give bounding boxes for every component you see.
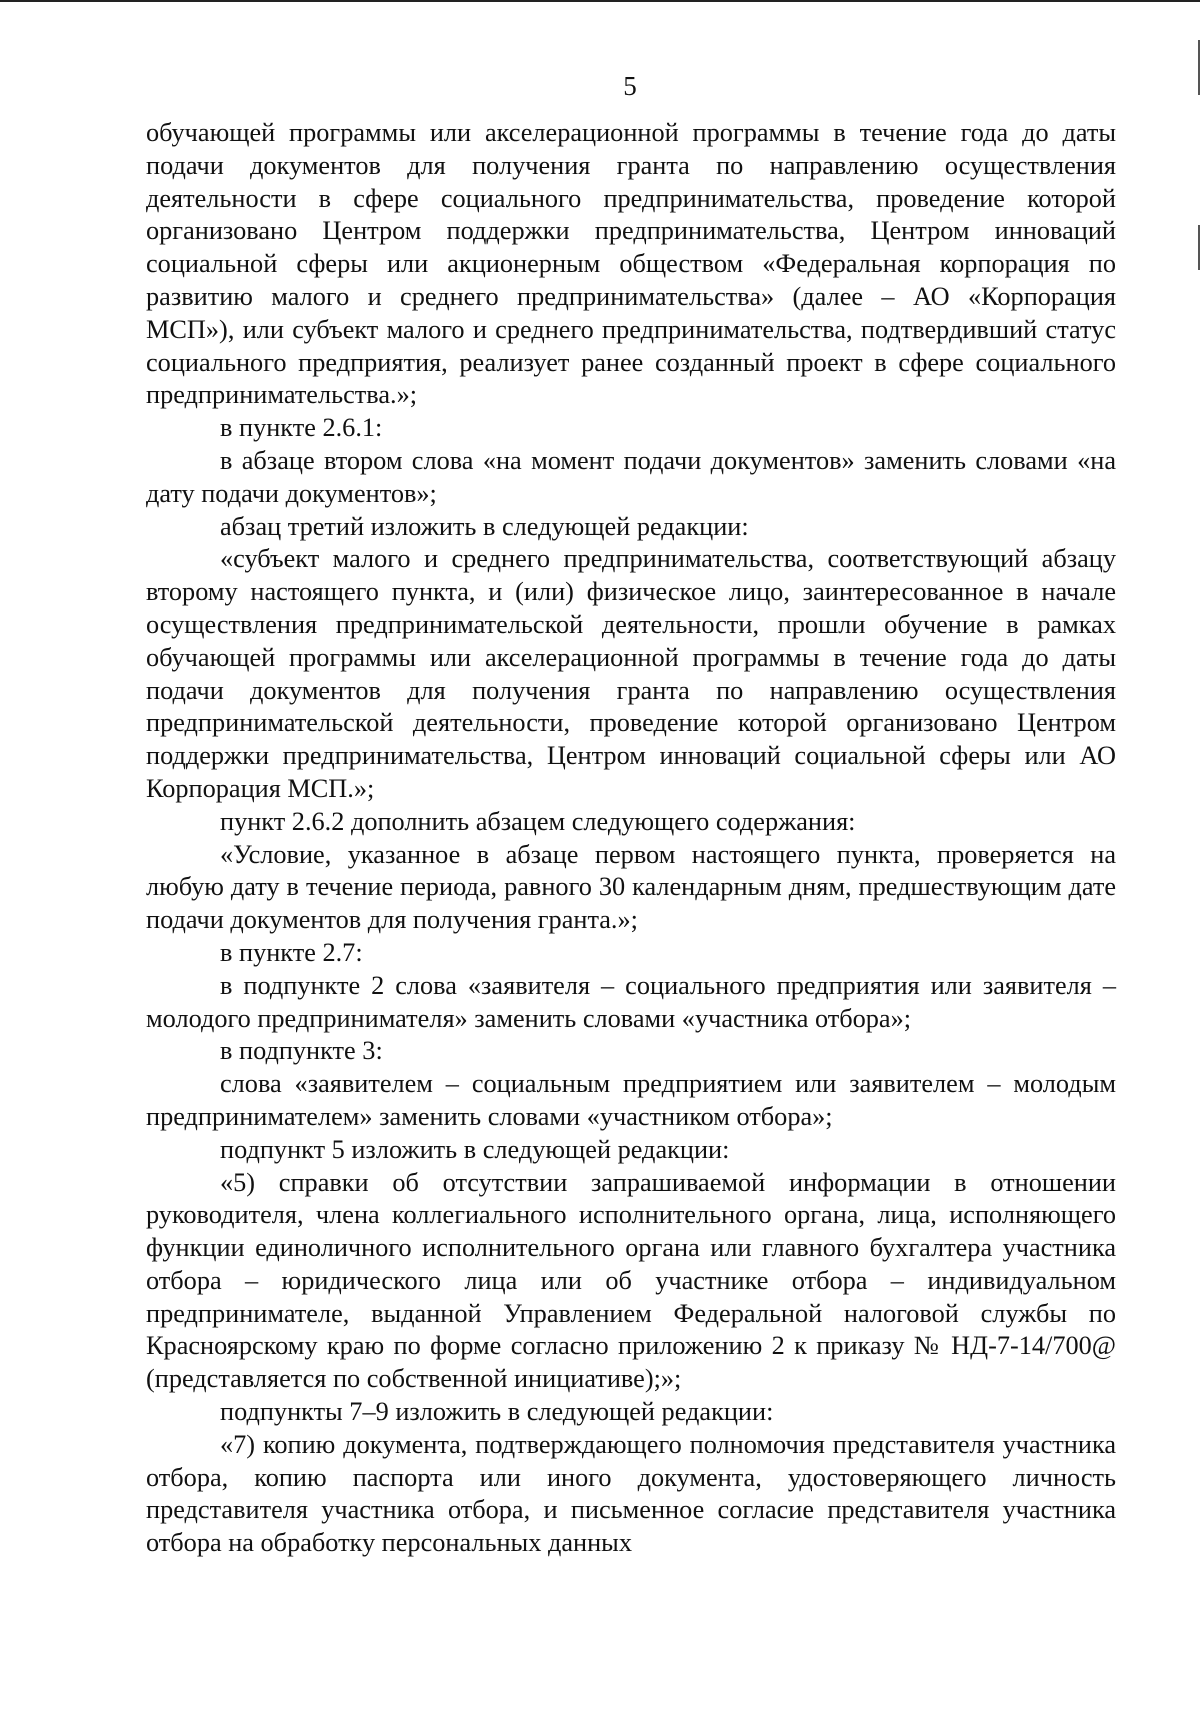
paragraph: в подпункте 3: — [220, 1036, 383, 1066]
page-number: 5 — [623, 71, 637, 101]
paragraph: подпункты 7–9 изложить в следующей редакции: — [220, 1397, 774, 1427]
paragraph: слова «заявителем – социальным предприятием или заявителем – молодым предпринимателем» заменить словами «участником отбора»; — [146, 1069, 1116, 1131]
paragraph: абзац третий изложить в следующей редакции: — [220, 511, 749, 541]
document-body — [146, 117, 1116, 1560]
paragraph: «5) справки об отсутствии запрашиваемой информации в отношении руководителя, члена коллегиального исполнительного органа, лица, исполняющего функции единоличного исполнительного органа или главного бухгалтера участника отбора – юридического лица или об участнике отбора – индивидуальном предпринимателе, выданной Управлением Федеральной налоговой службы по Красноярскому краю по форме согласно приложению 2 к приказу № НД-7-14/700@ (представляется по собственной инициативе);»; — [146, 1167, 1116, 1394]
scan-top-edge-line — [0, 0, 1200, 2]
paragraph: подпункт 5 изложить в следующей редакции: — [220, 1134, 730, 1164]
paragraph: в пункте 2.6.1: — [220, 413, 383, 443]
paragraph: пункт 2.6.2 дополнить абзацем следующего содержания: — [220, 806, 856, 836]
paragraph: в подпункте 2 слова «заявителя – социального предприятия или заявителя – молодого предпринимателя» заменить словами «участника отбора»; — [146, 970, 1116, 1033]
paragraph: в абзаце втором слова «на момент подачи документов» заменить словами «на дату подачи документов»; — [146, 445, 1116, 508]
paragraph: обучающей программы или акселерационной программы в течение года до даты подачи документов для получения гранта по направлению осуществления деятельности в сфере социального предпринимательства, проведение которой организовано Центром поддержки предпринимательства, Центром инноваций социальной сферы или акционерным обществом «Федеральная корпорация по развитию малого и среднего предпринимательства» (далее – АО «Корпорация МСП»), или субъект малого и среднего предпринимательства, подтвердивший статус социального предприятия, реализует ранее созданный проект в сфере социального предпринимательства.»; — [146, 118, 1116, 410]
paragraph: в пункте 2.7: — [220, 937, 363, 967]
paragraph: «Условие, указанное в абзаце первом настоящего пункта, проверяется на любую дату в течение периода, равного 30 календарным дням, предшествующим дате подачи документов для получения гранта.»; — [146, 839, 1116, 935]
paragraph: «субъект малого и среднего предпринимательства, соответствующий абзацу второму настоящего пункта, и (или) физическое лицо, заинтересованное в начале осуществления предпринимательской деятельности, прошли обучение в рамках обучающей программы или акселерационной программы в течение года до даты подачи документов для получения гранта по направлению осуществления предпринимательской деятельности, проведение которой организовано Центром поддержки предпринимательства, Центром инноваций социальной сферы или АО Корпорация МСП.»; — [146, 544, 1116, 803]
paragraph: «7) копию документа, подтверждающего полномочия представителя участника отбора, копию паспорта или иного документа, удостоверяющего личность представителя участника отбора, и письменное согласие представителя участника отбора на обработку персональных данных — [146, 1429, 1116, 1558]
